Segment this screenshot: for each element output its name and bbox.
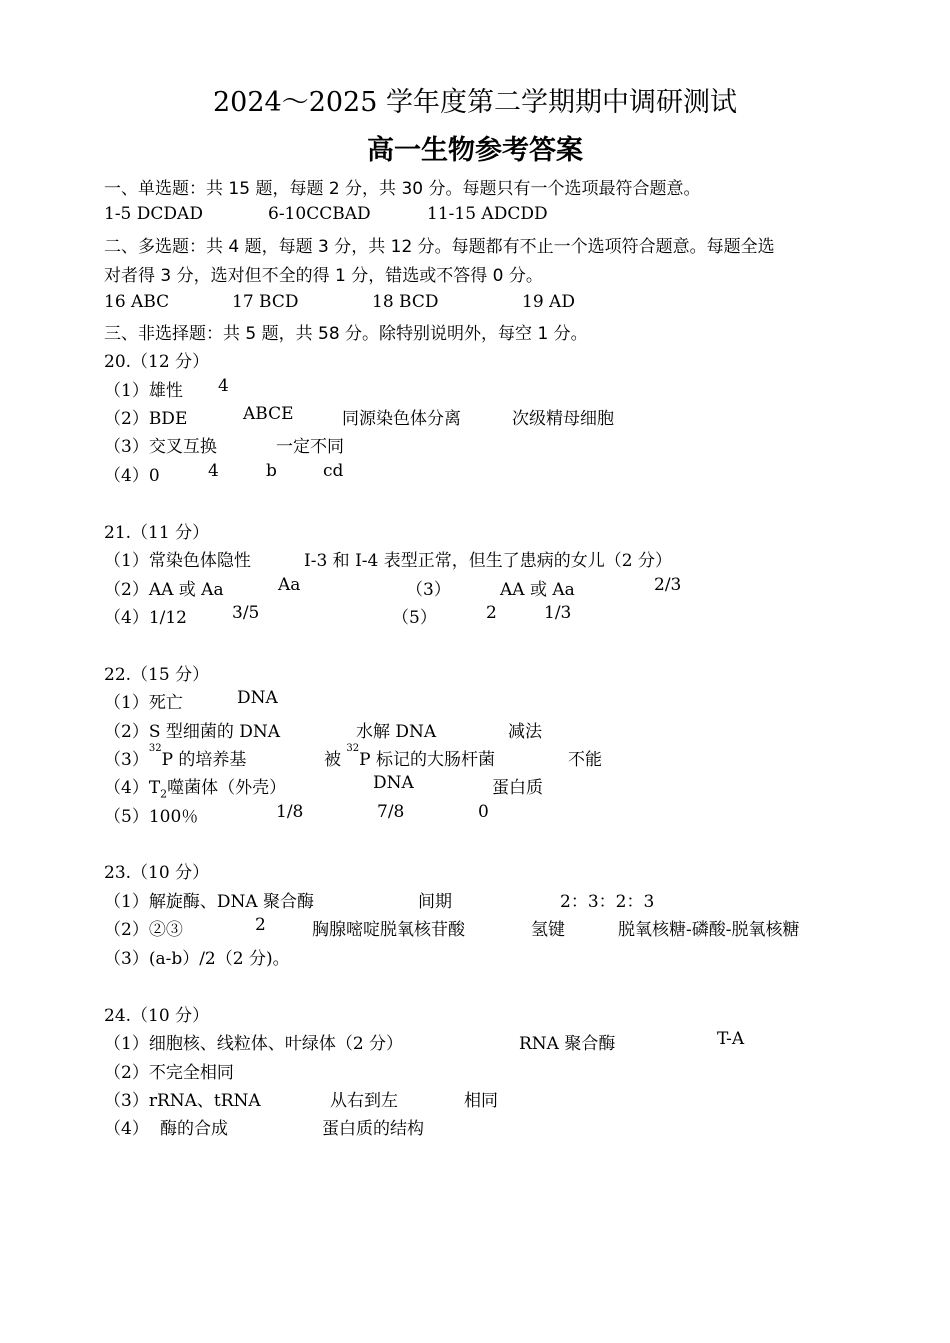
multi-choice-heading-line1: 二、多选题：共 4 题，每题 3 分，共 12 分。每题都有不止一个选项符合题意。每题全选: [104, 237, 775, 257]
q22-3-c: 不能: [568, 750, 602, 770]
single-choice-heading: 一、单选题：共 15 题，每题 2 分，共 30 分。每题只有一个选项最符合题意。: [104, 179, 701, 199]
q22-2-c: 减法: [508, 722, 542, 742]
answer-11-15: 11-15 ADCDD: [427, 204, 548, 224]
q21-title: 21.（11 分）: [104, 523, 210, 543]
q21-1-b: I-3 和 I-4 表型正常，但生了患病的女儿（2 分）: [304, 551, 672, 571]
q20-4-a: （4）0: [104, 466, 160, 486]
q23-2-b: 2: [255, 915, 266, 935]
q21-2-b: Aa: [278, 575, 301, 595]
q20-2-a: （2）BDE: [104, 409, 188, 429]
q22-2-a: （2）S 型细菌的 DNA: [104, 722, 281, 742]
q24-3-c: 相同: [464, 1091, 498, 1111]
q22-1-a: （1）死亡: [104, 693, 183, 713]
q23-2-c: 胸腺嘧啶脱氧核苷酸: [312, 920, 465, 940]
answer-19: 19 AD: [522, 292, 575, 312]
q22-4-a: $(4)T_2$噬菌体（外壳）: [104, 778, 287, 801]
q21-1-a: （1）常染色体隐性: [104, 551, 251, 571]
q24-4-b: 蛋白质的结构: [322, 1119, 424, 1139]
q22-1-b: DNA: [237, 688, 278, 708]
q20-4-d: cd: [323, 461, 344, 481]
non-choice-heading: 三、非选择题：共 5 题，共 58 分。除特别说明外，每空 1 分。: [104, 324, 588, 344]
q22-3-b: 被 $^{32}$P 标记的大肠杆菌: [324, 743, 495, 770]
answer-18: 18 BCD: [372, 292, 439, 312]
q23-3-a: （3）(a-b）/2（2 分)。: [104, 949, 290, 969]
q23-1-b: 间期: [418, 892, 452, 912]
answer-16: 16 ABC: [104, 292, 170, 312]
q22-5-a: （5）100％: [104, 807, 199, 827]
q21-5-a: 2: [486, 603, 497, 623]
page-title: 2024～2025 学年度第二学期期中调研测试: [212, 87, 737, 118]
q22-5-b: 1/8: [276, 802, 304, 822]
q20-2-d: 次级精母细胞: [512, 409, 614, 429]
q24-3-b: 从右到左: [330, 1091, 398, 1111]
q21-3-b: 2/3: [654, 575, 682, 595]
q24-4-a: 酶的合成: [160, 1119, 228, 1139]
q23-2-d: 氢键: [531, 920, 565, 940]
q20-1-b: 4: [218, 376, 229, 396]
q22-5-c: 7/8: [377, 802, 405, 822]
q23-1-c: 2：3：2：3: [560, 892, 655, 912]
q22-4-b: DNA: [373, 773, 414, 793]
q24-2-a: （2）不完全相同: [104, 1063, 234, 1083]
q24-4-label: （4）: [104, 1119, 149, 1139]
q21-2-a: （2）AA 或 Aa: [104, 580, 224, 600]
q20-1-a: （1）雄性: [104, 381, 183, 401]
q22-title: 22.（15 分）: [104, 665, 210, 685]
q20-2-b: ABCE: [243, 404, 294, 424]
q24-1-c: T-A: [717, 1029, 745, 1049]
q23-2-a: （2）②③: [104, 920, 183, 940]
q20-3-a: （3）交叉互换: [104, 437, 217, 457]
page-subtitle: 高一生物参考答案: [367, 135, 583, 166]
q20-4-b: 4: [208, 461, 219, 481]
q23-2-e: 脱氧核糖-磷酸-脱氧核糖: [618, 920, 800, 940]
q24-title: 24.（10 分）: [104, 1006, 210, 1026]
q21-4-a: （4）1/12: [104, 608, 187, 628]
q22-4-c: 蛋白质: [492, 778, 543, 798]
q20-2-c: 同源染色体分离: [342, 409, 461, 429]
q22-3-a: $(3)^{32}P$ 的培养基: [104, 743, 247, 770]
q22-5-d: 0: [478, 802, 489, 822]
q21-5-b: 1/3: [544, 603, 572, 623]
q24-1-b: RNA 聚合酶: [519, 1034, 616, 1054]
answer-6-10: 6-10CCBAD: [268, 204, 371, 224]
q22-2-b: 水解 DNA: [356, 722, 437, 742]
q23-title: 23.（10 分）: [104, 863, 210, 883]
q21-5-label: （5）: [392, 608, 437, 628]
answer-17: 17 BCD: [232, 292, 299, 312]
q21-4-b: 3/5: [232, 603, 260, 623]
q20-3-b: 一定不同: [276, 437, 344, 457]
multi-choice-heading-line2: 对者得 3 分，选对但不全的得 1 分，错选或不答得 0 分。: [104, 266, 543, 286]
answer-1-5: 1-5 DCDAD: [104, 204, 203, 224]
q20-title: 20.（12 分）: [104, 352, 210, 372]
q21-3-a: AA 或 Aa: [500, 580, 575, 600]
q24-1-a: （1）细胞核、线粒体、叶绿体（2 分）: [104, 1034, 404, 1054]
q21-3-label: （3）: [406, 580, 451, 600]
q23-1-a: （1）解旋酶、DNA 聚合酶: [104, 892, 315, 912]
q20-4-c: b: [266, 461, 277, 481]
q24-3-a: （3）rRNA、tRNA: [104, 1091, 261, 1111]
